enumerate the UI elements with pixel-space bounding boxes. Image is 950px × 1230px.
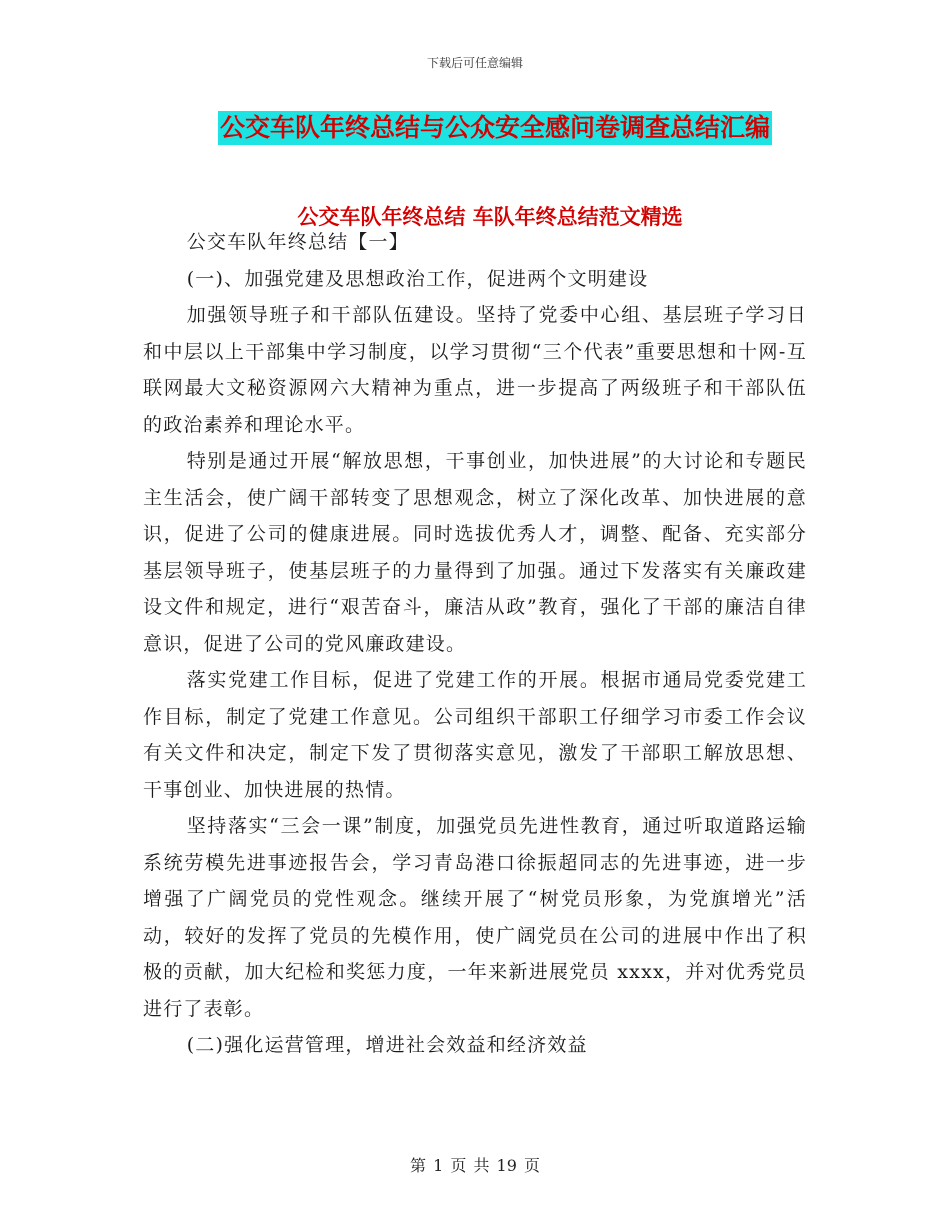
document-title-container xyxy=(0,111,950,145)
document-body xyxy=(143,224,807,1064)
paragraph-subheading-2: (二)强化运营管理，增进社会效益和经济效益 xyxy=(186,1034,588,1056)
paragraph: 特别是通过开展“解放思想，干事创业，加快进展”的大讨论和专题民主生活会，使广阔干部转变了思想观念，树立了深化改革、加快进展的意识，促进了公司的健康进展。同时选拔优秀人才，调整、配备、充实部分基层领导班子，使基层班子的力量得到了加强。通过下发落实有关廉政建设文件和规定，进行“艰苦奋斗，廉洁从政”教育，强化了干部的廉洁自律意识，促进了公司的党风廉政建设。 xyxy=(143,450,807,655)
paragraph: 坚持落实“三会一课”制度，加强党员先进性教育，通过听取道路运输系统劳模先进事迹报告会，学习青岛港口徐振超同志的先进事迹，进一步增强了广阔党员的党性观念。继续开展了“树党员形象，为党旗增光”活动，较好的发挥了党员的先模作用，使广阔党员在公司的进展中作出了积极的贡献，加大纪检和奖惩力度，一年来新进展党员 xxxx，并对优秀党员进行了表彰。 xyxy=(143,815,807,1020)
paragraph: 加强领导班子和干部队伍建设。坚持了党委中心组、基层班子学习日和中层以上干部集中学习制度，以学习贯彻“三个代表”重要思想和十网-互联网最大文秘资源网六大精神为重点，进一步提高了两级班子和干部队伍的政治素养和理论水平。 xyxy=(143,304,807,436)
section-title: 公交车队年终总结 车队年终总结范文精选 xyxy=(297,205,683,229)
page-number-footer: 第 1 页 共 19 页 xyxy=(410,1156,540,1175)
document-title: 公交车队年终总结与公众安全感问卷调查总结汇编 xyxy=(218,111,772,145)
paragraph: 落实党建工作目标，促进了党建工作的开展。根据市通局党委党建工作目标，制定了党建工作意见。公司组织干部职工仔细学习市委工作会议有关文件和决定，制定下发了贯彻落实意见，激发了干部职工解放思想、干事创业、加快进展的热情。 xyxy=(143,669,807,801)
paragraph-subheading-1: (一)、加强党建及思想政治工作，促进两个文明建设 xyxy=(186,267,649,290)
paragraph-heading-1: 公交车队年终总结【一】 xyxy=(186,231,409,253)
page-header-note: 下载后可任意编辑 xyxy=(426,56,523,70)
